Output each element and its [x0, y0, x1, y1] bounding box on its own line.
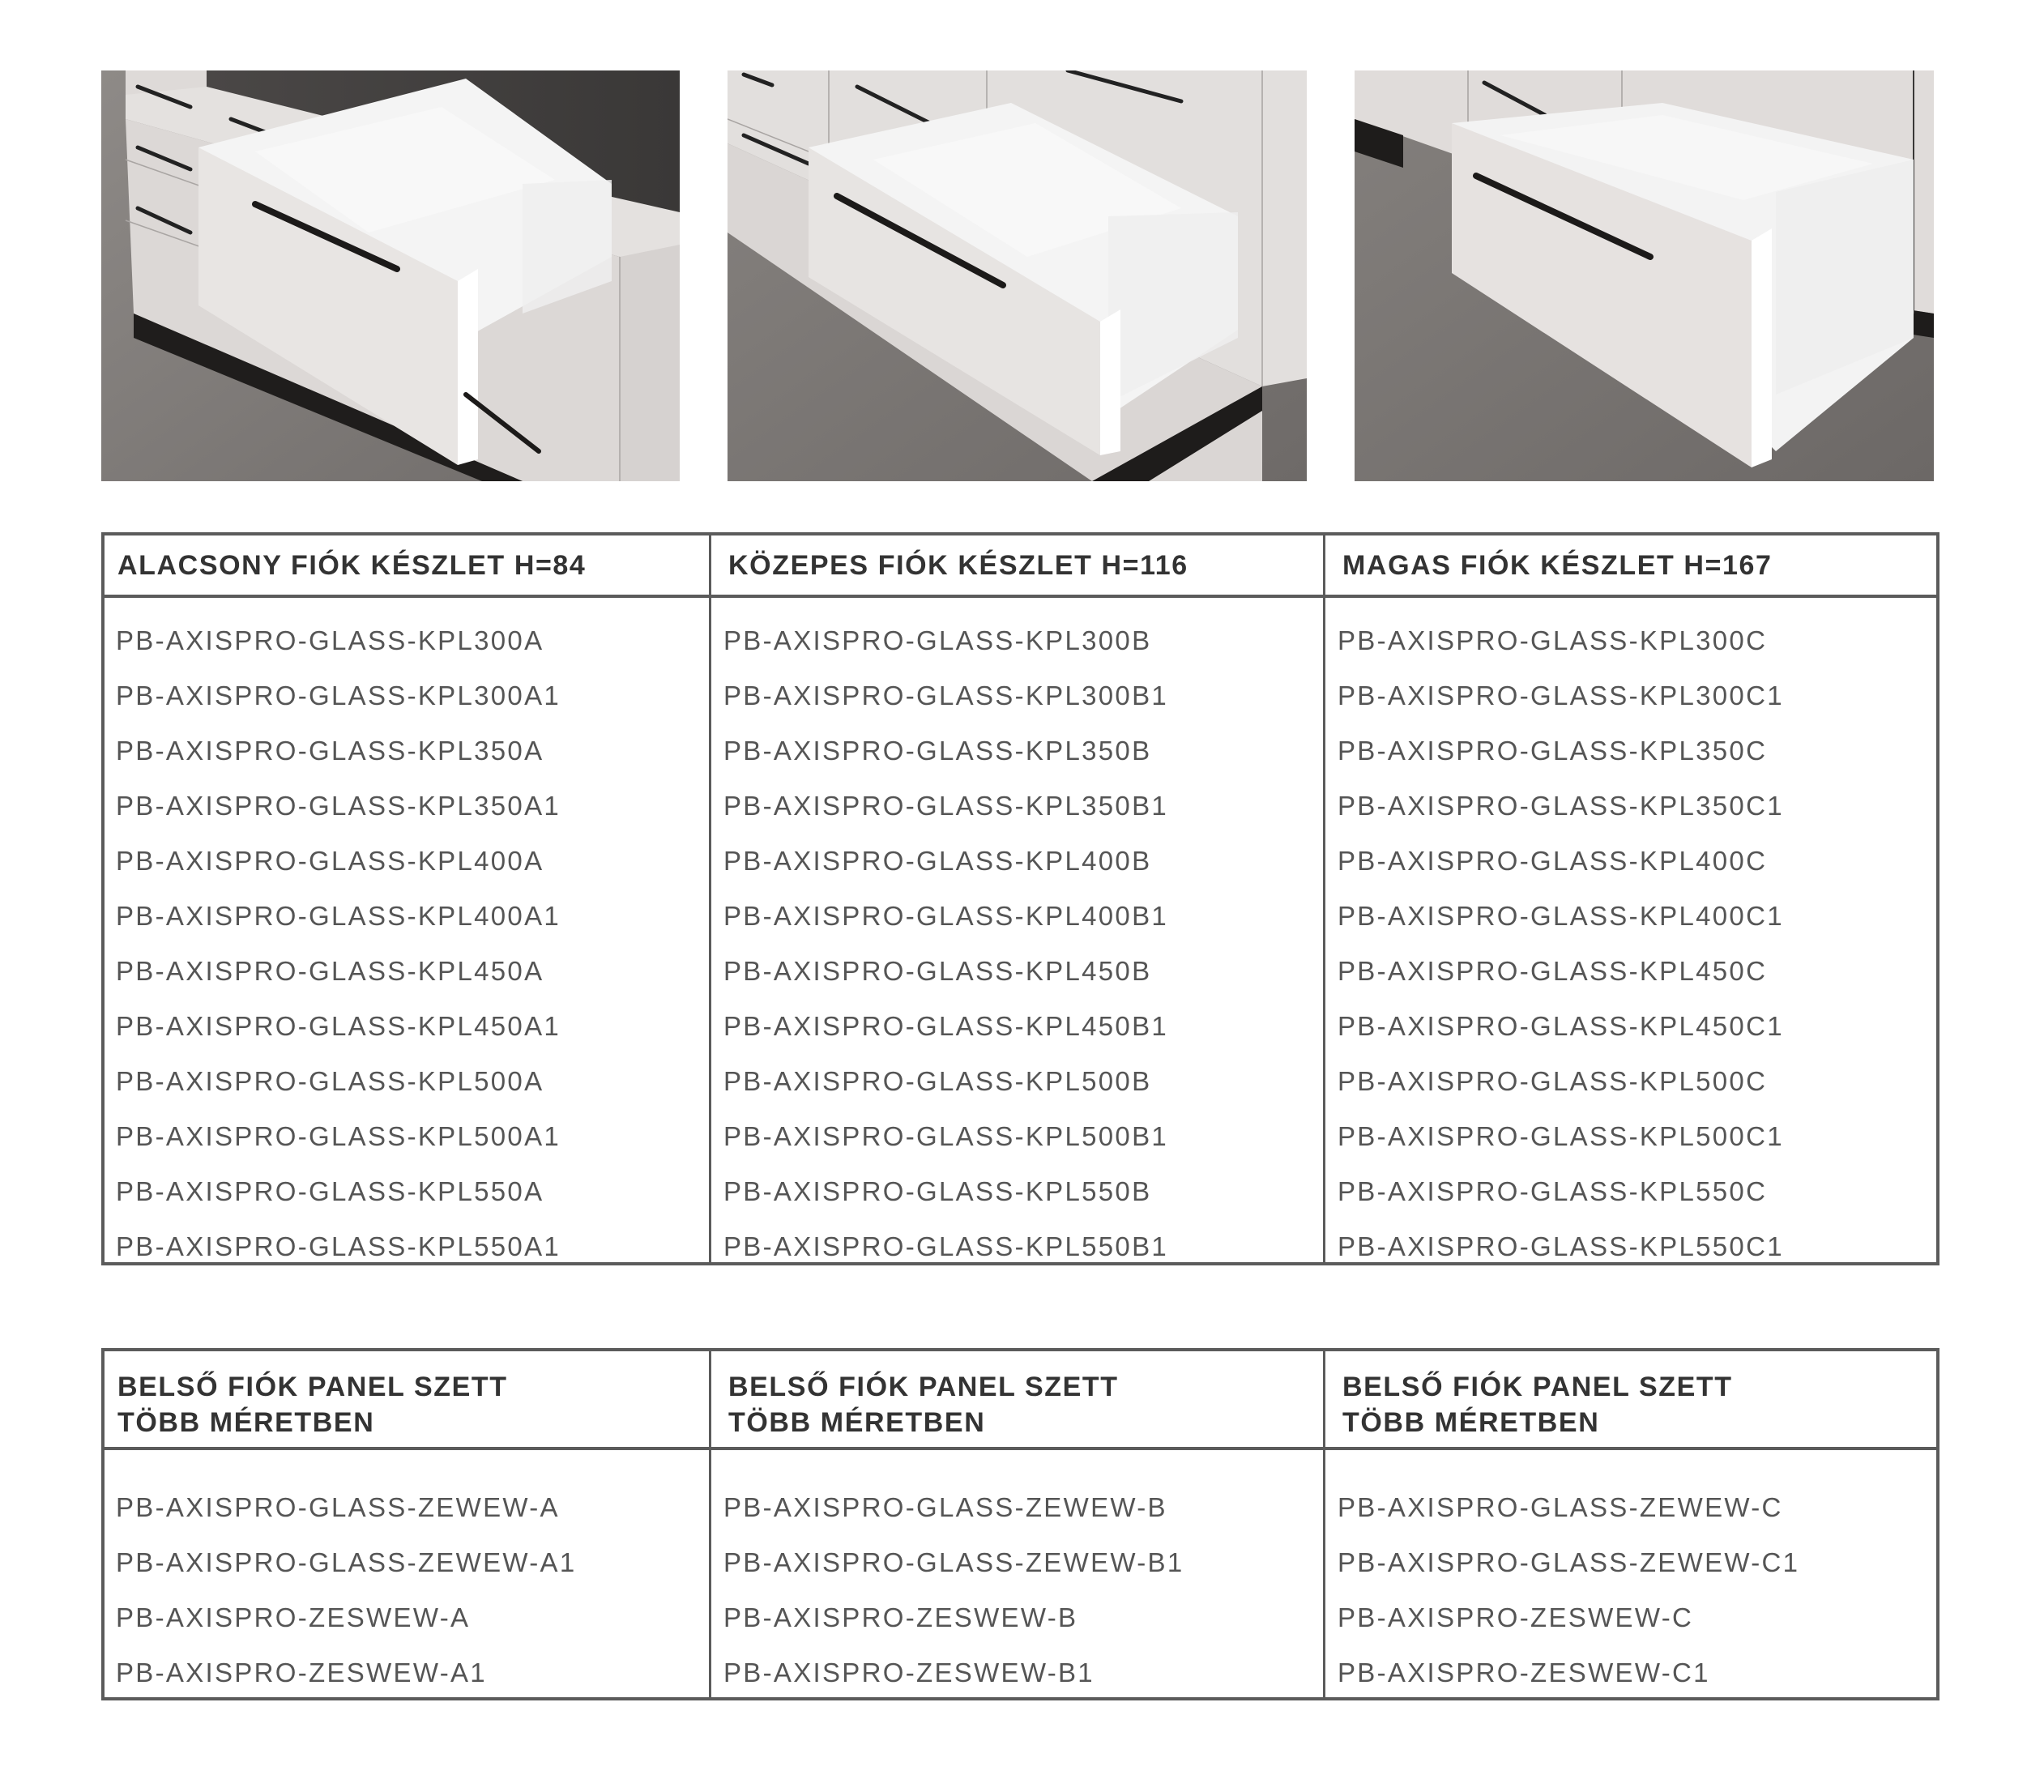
list-item: PB-AXISPRO-GLASS-KPL450B1	[723, 1011, 1169, 1041]
column-header-text: BELSŐ FIÓK PANEL SZETT TÖBB MÉRETBEN	[1342, 1372, 1733, 1438]
list-item: PB-AXISPRO-ZESWEW-A1	[116, 1658, 487, 1687]
item-list	[723, 1480, 1323, 1700]
drawer-sets-column-tall	[1323, 535, 1936, 1262]
low-drawer-illustration	[101, 70, 680, 481]
list-item: PB-AXISPRO-ZESWEW-C1	[1338, 1658, 1710, 1687]
list-item: PB-AXISPRO-GLASS-KPL300A	[116, 625, 544, 655]
list-item: PB-AXISPRO-GLASS-KPL400A1	[116, 901, 561, 931]
list-item: PB-AXISPRO-GLASS-KPL500C	[1338, 1066, 1768, 1096]
panel-sets-column-b	[709, 1351, 1323, 1697]
list-item: PB-AXISPRO-GLASS-KPL350C1	[1338, 791, 1784, 821]
list-item: PB-AXISPRO-GLASS-ZEWEW-A1	[116, 1547, 577, 1577]
list-item: PB-AXISPRO-GLASS-KPL350A1	[116, 791, 561, 821]
list-item: PB-AXISPRO-GLASS-KPL500B1	[723, 1121, 1169, 1151]
column-header-text: BELSŐ FIÓK PANEL SZETT TÖBB MÉRETBEN	[117, 1372, 508, 1438]
column-header-text: ALACSONY FIÓK KÉSZLET H=84	[117, 550, 587, 581]
item-list	[1338, 1480, 1936, 1700]
column-header	[105, 1351, 709, 1450]
list-item: PB-AXISPRO-GLASS-KPL450B	[723, 956, 1152, 986]
list-item: PB-AXISPRO-GLASS-KPL300B1	[723, 681, 1169, 710]
column-header	[105, 535, 709, 598]
medium-drawer-illustration	[728, 70, 1307, 481]
list-item: PB-AXISPRO-GLASS-KPL500A1	[116, 1121, 561, 1151]
list-item: PB-AXISPRO-GLASS-KPL550C	[1338, 1176, 1768, 1206]
list-item: PB-AXISPRO-GLASS-KPL400C1	[1338, 901, 1784, 931]
list-item: PB-AXISPRO-GLASS-KPL400B	[723, 846, 1152, 876]
panel-sets-column-a	[105, 1351, 709, 1697]
list-item: PB-AXISPRO-GLASS-ZEWEW-C1	[1338, 1547, 1800, 1577]
column-header	[1325, 535, 1936, 598]
list-item: PB-AXISPRO-GLASS-ZEWEW-B1	[723, 1547, 1184, 1577]
tall-drawer-photo	[1355, 70, 1934, 481]
list-item: PB-AXISPRO-GLASS-ZEWEW-B	[723, 1492, 1167, 1522]
column-header-text: KÖZEPES FIÓK KÉSZLET H=116	[728, 550, 1188, 581]
list-item: PB-AXISPRO-GLASS-KPL400A	[116, 846, 544, 876]
list-item: PB-AXISPRO-GLASS-KPL300B	[723, 625, 1152, 655]
list-item: PB-AXISPRO-GLASS-ZEWEW-A	[116, 1492, 560, 1522]
low-drawer-photo	[101, 70, 680, 481]
drawer-sets-table	[101, 532, 1939, 1265]
medium-drawer-photo	[728, 70, 1307, 481]
list-item: PB-AXISPRO-GLASS-KPL300C	[1338, 625, 1768, 655]
list-item: PB-AXISPRO-GLASS-ZEWEW-C	[1338, 1492, 1783, 1522]
drawer-sets-column-low	[105, 535, 709, 1262]
list-item: PB-AXISPRO-GLASS-KPL550C1	[1338, 1231, 1784, 1261]
list-item: PB-AXISPRO-ZESWEW-A	[116, 1602, 471, 1632]
item-list	[116, 613, 709, 1274]
list-item: PB-AXISPRO-GLASS-KPL450C	[1338, 956, 1768, 986]
list-item: PB-AXISPRO-GLASS-KPL450A	[116, 956, 544, 986]
item-list	[723, 613, 1323, 1274]
column-header	[711, 535, 1323, 598]
column-header-text: MAGAS FIÓK KÉSZLET H=167	[1342, 550, 1773, 581]
list-item: PB-AXISPRO-GLASS-KPL400B1	[723, 901, 1169, 931]
list-item: PB-AXISPRO-GLASS-KPL550A1	[116, 1231, 561, 1261]
list-item: PB-AXISPRO-GLASS-KPL300A1	[116, 681, 561, 710]
tall-drawer-illustration	[1355, 70, 1934, 481]
panel-sets-table	[101, 1348, 1939, 1700]
list-item: PB-AXISPRO-ZESWEW-B	[723, 1602, 1078, 1632]
list-item: PB-AXISPRO-ZESWEW-B1	[723, 1658, 1095, 1687]
column-header	[1325, 1351, 1936, 1450]
item-list	[116, 1480, 709, 1700]
list-item: PB-AXISPRO-GLASS-KPL350B1	[723, 791, 1169, 821]
list-item: PB-AXISPRO-GLASS-KPL350C	[1338, 736, 1768, 766]
list-item: PB-AXISPRO-GLASS-KPL500C1	[1338, 1121, 1784, 1151]
list-item: PB-AXISPRO-GLASS-KPL550A	[116, 1176, 544, 1206]
panel-sets-column-c	[1323, 1351, 1936, 1697]
list-item: PB-AXISPRO-GLASS-KPL350A	[116, 736, 544, 766]
list-item: PB-AXISPRO-GLASS-KPL300C1	[1338, 681, 1784, 710]
list-item: PB-AXISPRO-ZESWEW-C	[1338, 1602, 1694, 1632]
list-item: PB-AXISPRO-GLASS-KPL350B	[723, 736, 1152, 766]
list-item: PB-AXISPRO-GLASS-KPL400C	[1338, 846, 1768, 876]
item-list	[1338, 613, 1936, 1274]
list-item: PB-AXISPRO-GLASS-KPL550B1	[723, 1231, 1169, 1261]
column-header	[711, 1351, 1323, 1450]
list-item: PB-AXISPRO-GLASS-KPL450A1	[116, 1011, 561, 1041]
column-header-text: BELSŐ FIÓK PANEL SZETT TÖBB MÉRETBEN	[728, 1372, 1119, 1438]
list-item: PB-AXISPRO-GLASS-KPL450C1	[1338, 1011, 1784, 1041]
list-item: PB-AXISPRO-GLASS-KPL500B	[723, 1066, 1152, 1096]
drawer-sets-column-medium	[709, 535, 1323, 1262]
list-item: PB-AXISPRO-GLASS-KPL550B	[723, 1176, 1152, 1206]
list-item: PB-AXISPRO-GLASS-KPL500A	[116, 1066, 544, 1096]
